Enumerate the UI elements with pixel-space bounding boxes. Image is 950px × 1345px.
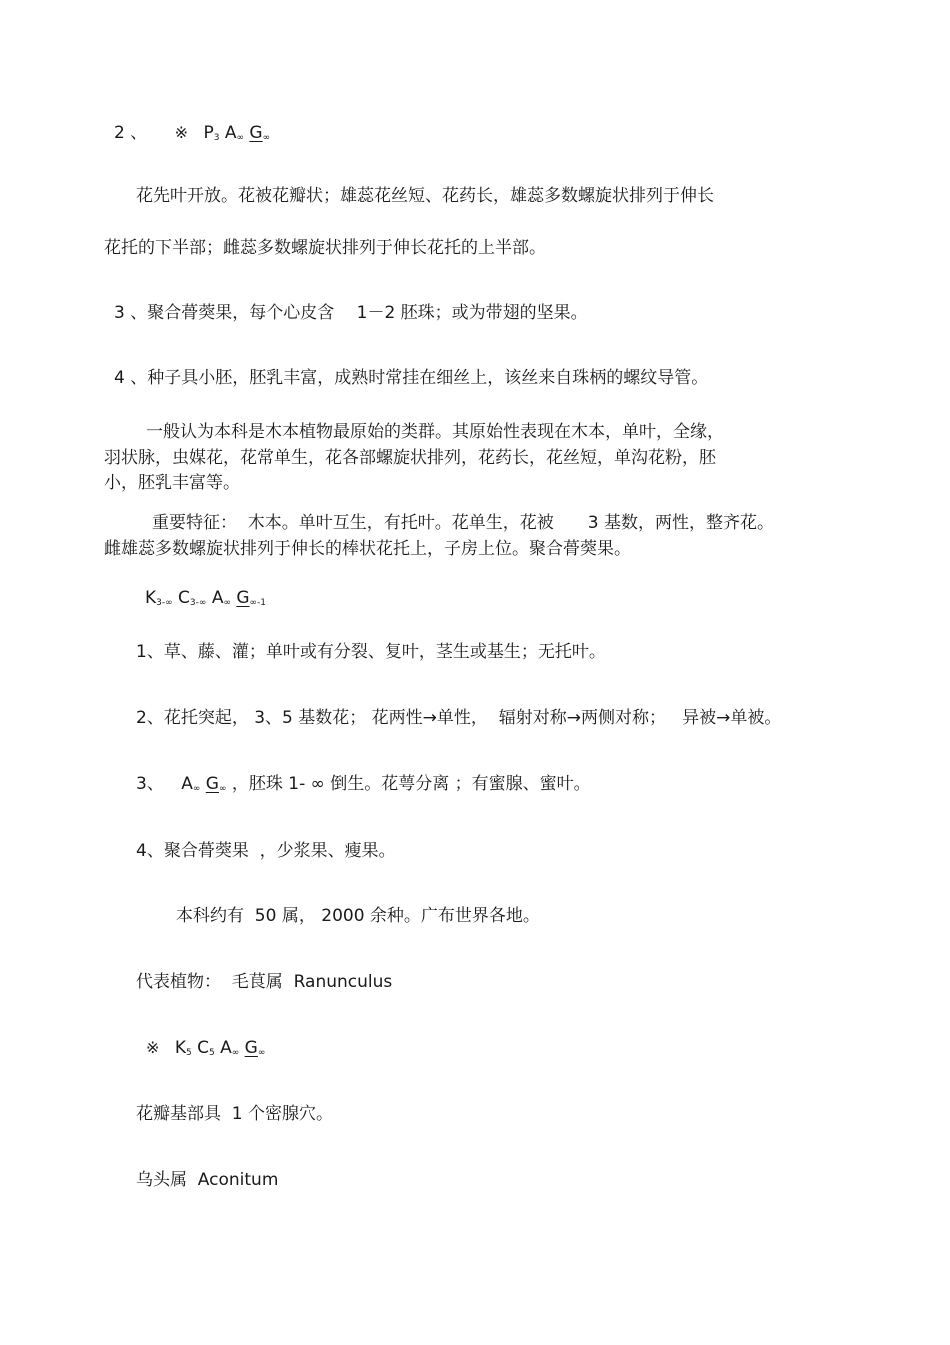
androecium-count: ∞ bbox=[231, 1048, 240, 1058]
calyx-count: 3-∞ bbox=[156, 598, 173, 608]
floral-formula-1 bbox=[114, 122, 270, 149]
gynoecium-count: ∞-1 bbox=[249, 598, 267, 608]
floral-formula-2 bbox=[145, 587, 266, 614]
paragraph-2-line-1: 一般认为本科是木本植物最原始的类群。其原始性表现在木本，单叶，全缘， bbox=[146, 422, 724, 442]
androecium-symbol: A bbox=[220, 1038, 232, 1058]
gynoecium-count: ∞ bbox=[262, 133, 271, 143]
corolla-count: 3-∞ bbox=[189, 598, 207, 608]
paragraph-1-line-1: 花先叶开放。花被花瓣状；雄蕊花丝短、花药长，雄蕊多数螺旋状排列于伸长 bbox=[136, 186, 714, 206]
paragraph-3-line-1: 重要特征： 木本。单叶互生，有托叶。花单生，花被 3 基数，两性，整齐花。 bbox=[152, 513, 775, 533]
gynoecium-symbol: G bbox=[244, 1038, 258, 1058]
androecium-symbol: A bbox=[224, 123, 237, 143]
list-item-1: 1、草、藤、灌；单叶或有分裂、复叶，茎生或基生；无托叶。 bbox=[136, 642, 606, 662]
list-item-3-text: ，胚珠 1- ∞ 倒生。花萼分离 ；有蜜腺、蜜叶。 bbox=[231, 774, 591, 794]
item-3: 3 、聚合蓇葖果，每个心皮含 1－2 胚珠；或为带翅的坚果。 bbox=[114, 303, 588, 323]
androecium-count: ∞ bbox=[223, 598, 231, 608]
corolla-symbol: C bbox=[178, 588, 190, 608]
calyx-symbol: K bbox=[145, 588, 157, 608]
gynoecium-count: ∞ bbox=[218, 784, 227, 794]
petal-note: 花瓣基部具 1 个密腺穴。 bbox=[136, 1104, 334, 1124]
reference-mark-icon: ※ bbox=[146, 1038, 160, 1057]
gynoecium-count: ∞ bbox=[257, 1048, 266, 1058]
gynoecium-symbol: G bbox=[249, 123, 263, 143]
calyx-symbol: K bbox=[174, 1038, 186, 1058]
floral-formula-3 bbox=[146, 1037, 265, 1064]
paragraph-3-line-2: 雌雄蕊多数螺旋状排列于伸长的棒状花托上，子房上位。聚合蓇葖果。 bbox=[104, 539, 631, 559]
perianth-symbol: P bbox=[203, 123, 214, 143]
perianth-count: 3 bbox=[213, 133, 220, 143]
corolla-count: 5 bbox=[208, 1048, 215, 1058]
item-4: 4 、种子具小胚，胚乳丰富，成熟时常挂在细丝上，该丝来自珠柄的螺纹导管。 bbox=[114, 368, 709, 388]
reference-mark-icon: ※ bbox=[174, 123, 189, 142]
formula-number: 2 、 bbox=[114, 123, 148, 143]
family-count: 本科约有 50 属， 2000 余种。广布世界各地。 bbox=[176, 906, 540, 926]
gynoecium-symbol: G bbox=[205, 774, 219, 794]
list-item-4: 4、聚合蓇葖果 ，少浆果、瘦果。 bbox=[136, 841, 396, 861]
representative-plants: 代表植物： 毛茛属 Ranunculus bbox=[136, 972, 393, 992]
paragraph-1-line-2: 花托的下半部；雌蕊多数螺旋状排列于伸长花托的上半部。 bbox=[104, 238, 546, 258]
androecium-symbol: A bbox=[181, 774, 193, 794]
androecium-count: ∞ bbox=[236, 133, 244, 143]
paragraph-2-line-3: 小，胚乳丰富等。 bbox=[104, 473, 240, 493]
list-item-3-number: 3、 bbox=[136, 774, 164, 794]
corolla-symbol: C bbox=[197, 1038, 209, 1058]
androecium-symbol: A bbox=[211, 588, 224, 608]
list-item-3 bbox=[136, 773, 591, 800]
androecium-count: ∞ bbox=[192, 784, 201, 794]
paragraph-2-line-2: 羽状脉，虫媒花，花常单生，花各部螺旋状排列，花药长，花丝短，单沟花粉，胚 bbox=[104, 448, 716, 468]
calyx-count: 5 bbox=[185, 1048, 192, 1058]
genus-aconitum: 乌头属 Aconitum bbox=[136, 1170, 279, 1190]
gynoecium-symbol: G bbox=[236, 588, 250, 608]
list-item-2: 2、花托突起， 3、5 基数花； 花两性→单性， 辐射对称→两侧对称； 异被→单被。 bbox=[136, 708, 782, 728]
